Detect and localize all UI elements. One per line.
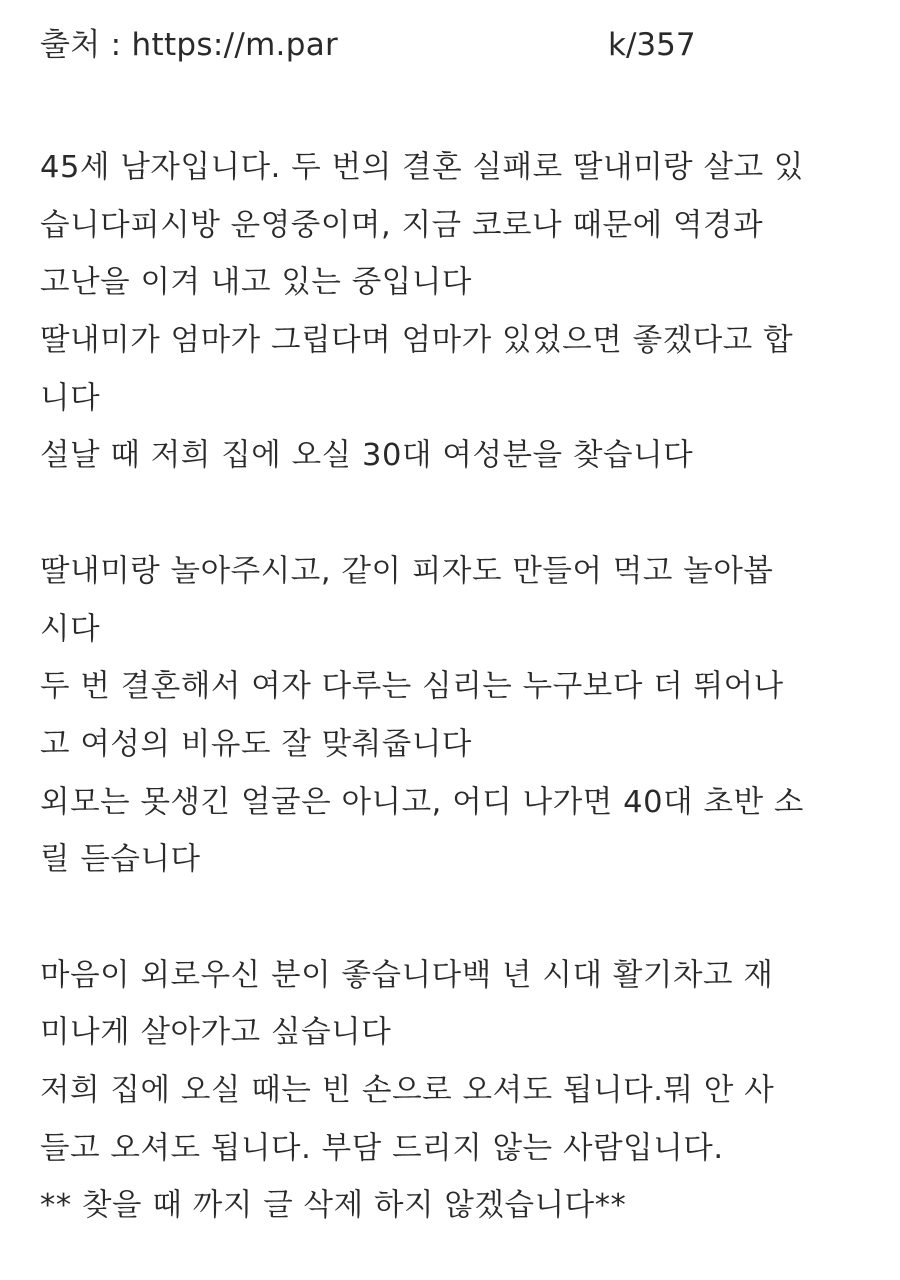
body-line: 습니다피시방 운영중이며, 지금 코로나 때문에 역경과 (40, 207, 764, 243)
body-line: 외모는 못생긴 얼굴은 아니고, 어디 나가면 40대 초반 소 (40, 784, 804, 820)
source-url-tail: k/357 (608, 27, 696, 63)
body-line: 두 번 결혼해서 여자 다루는 심리는 누구보다 더 뛰어나 (40, 669, 784, 705)
body-line: 마음이 외로우신 분이 좋습니다백 년 시대 활기차고 재 (40, 957, 774, 993)
source-url-text: 출처 : https://m.par (40, 27, 339, 63)
redaction-block (360, 14, 610, 72)
body-line: 저희 집에 오실 때는 빈 손으로 오셔도 됩니다.뭐 안 사 (40, 1073, 775, 1108)
body-line: ** 찾을 때 까지 글 삭제 하지 않겠습니다** (40, 1188, 627, 1224)
body-line: 설날 때 저희 집에 오실 30대 여성분을 찾습니다 (40, 438, 694, 474)
body-line: 릴 듣습니다 (40, 842, 201, 878)
post-body (40, 139, 880, 1235)
body-line: 시다 (40, 611, 101, 647)
body-line: 딸내미랑 놀아주시고, 같이 피자도 만들어 먹고 놀아봅 (40, 553, 774, 589)
body-line: 딸내미가 엄마가 그립다며 엄마가 있었으면 좋겠다고 합 (40, 323, 794, 359)
body-line: 니다 (40, 380, 101, 416)
paragraph-gap (40, 889, 880, 947)
body-line: 미나게 살아가고 싶습니다 (40, 1015, 392, 1051)
body-line: 45세 남자입니다. 두 번의 결혼 실패로 딸내미랑 살고 있 (40, 150, 804, 185)
body-line: 고 여성의 비유도 잘 맞춰줍니다 (40, 726, 472, 762)
body-line: 들고 오셔도 됩니다. 부담 드리지 않는 사람입니다. (40, 1130, 724, 1166)
body-line: 고난을 이겨 내고 있는 중입니다 (40, 265, 472, 301)
paragraph-gap (40, 485, 880, 543)
